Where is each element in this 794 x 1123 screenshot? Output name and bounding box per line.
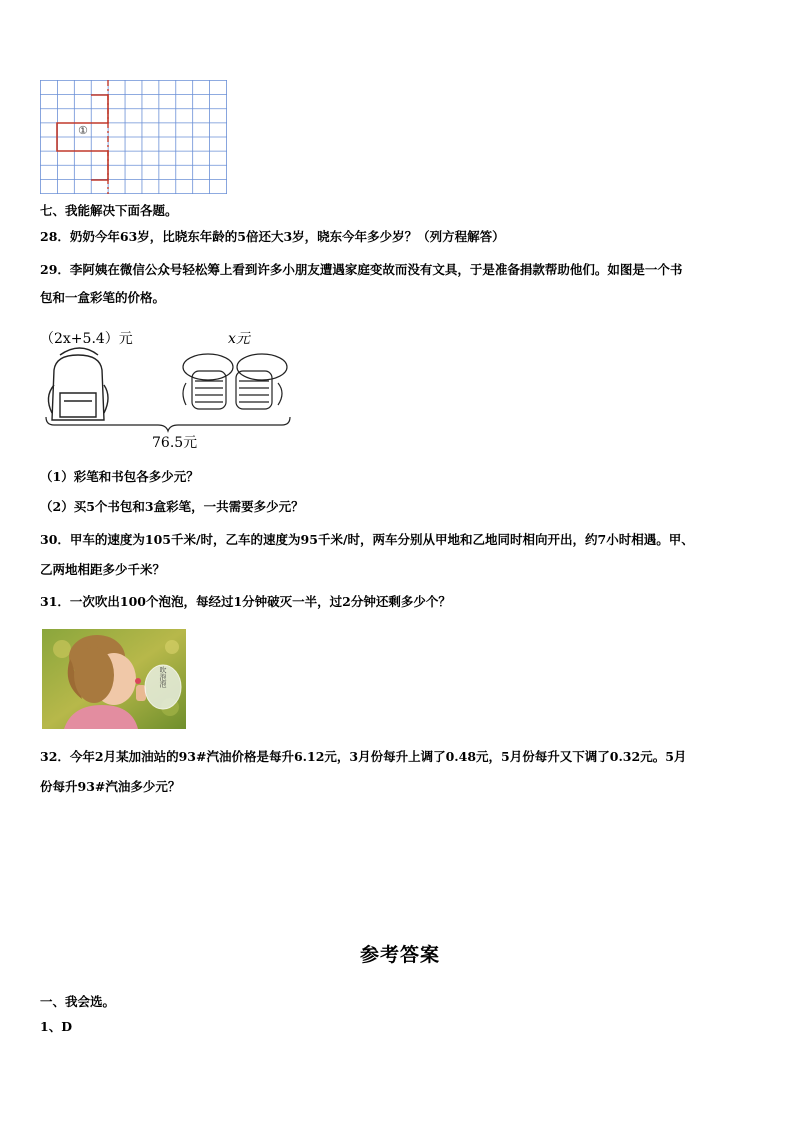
backpack-icon [48, 348, 108, 420]
question-31: 31．一次吹出100个泡泡，每经过1分钟破灭一半，过2分钟还剩多少个？ [40, 594, 451, 609]
grid-figure [40, 80, 227, 194]
bag-price-label: （2x+5.4）元 [40, 331, 133, 347]
question-30-line2: 乙两地相距多少千米？ [40, 562, 166, 577]
question-29-sub1: （1）彩笔和书包各多少元？ [40, 469, 199, 484]
answer-1: 1、D [40, 1019, 73, 1034]
shape-1-outline [57, 95, 108, 180]
answers-section1: 一、我会选。 [40, 994, 116, 1009]
question-28: 28．奶奶今年63岁，比晓东年龄的5倍还大3岁，晓东今年多少岁？（列方程解答） [40, 229, 505, 244]
section7-heading: 七、我能解决下面各题。 [40, 203, 178, 218]
bubble-icon [145, 665, 181, 709]
bubble-text: 吹泡泡 [159, 666, 167, 688]
question-30-line1: 30．甲车的速度为105千米/时，乙车的速度为95千米/时，两车分别从甲地和乙地同时相向开出，约7小时相遇。甲、 [40, 532, 694, 547]
question-32-line2: 份每升93#汽油多少元？ [40, 779, 181, 794]
backpack-pencil-figure [40, 325, 300, 455]
total-brace [46, 417, 290, 431]
question-29-line2: 包和一盒彩笔的价格。 [40, 290, 166, 305]
pencil-box-icon [183, 354, 287, 409]
total-price-label: 76.5元 [152, 435, 198, 451]
bubble-girl-photo [42, 629, 186, 729]
answers-title: 参考答案 [360, 944, 441, 966]
question-29-sub2: （2）买5个书包和3盒彩笔，一共需要多少元？ [40, 499, 304, 514]
pencil-price-label: x元 [228, 331, 250, 347]
question-32-line1: 32．今年2月某加油站的93#汽油价格是每升6.12元，3月份每升上调了0.48元，5月份每升又下调了0.32元。5月 [40, 749, 687, 764]
question-29-line1: 29．李阿姨在微信公众号轻松筹上看到许多小朋友遭遇家庭变故而没有文具，于是准备捐款帮助他们。如图是一个书 [40, 262, 683, 277]
grid-label: ① [78, 124, 88, 137]
